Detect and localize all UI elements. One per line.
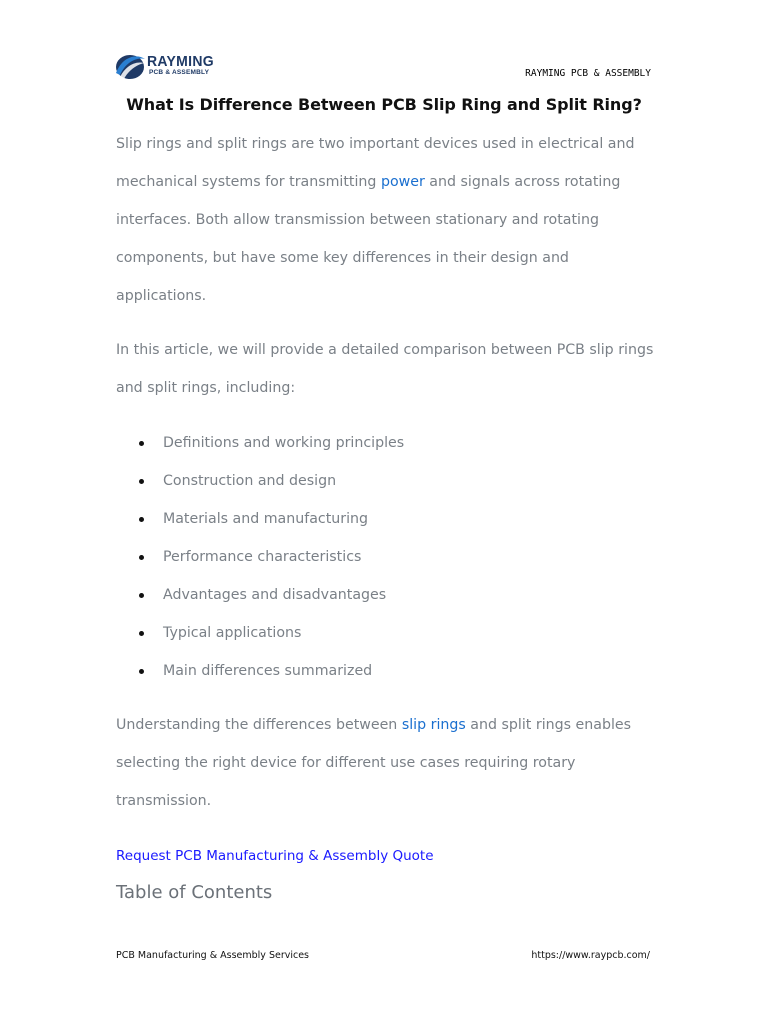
bullet-icon <box>139 441 144 446</box>
bullet-icon <box>139 669 144 674</box>
list-item <box>116 652 656 690</box>
list-item <box>116 500 656 538</box>
table-of-contents-heading: Table of Contents <box>116 882 273 903</box>
request-quote-link[interactable]: Request PCB Manufacturing & Assembly Quote <box>116 848 434 864</box>
header-company-name: RAYMING PCB & ASSEMBLY <box>525 68 651 79</box>
power-link[interactable]: power <box>380 174 425 190</box>
conclusion-paragraph <box>116 706 656 820</box>
list-item <box>116 538 656 576</box>
logo-wordmark: RAYMING <box>147 52 214 70</box>
topics-list <box>116 424 656 690</box>
conclusion-text-start: Understanding the differences between <box>116 717 402 733</box>
list-item <box>116 462 656 500</box>
rayming-logo <box>114 50 214 82</box>
rayming-swoosh-icon <box>114 51 146 83</box>
list-item-text: Definitions and working principles <box>163 435 405 451</box>
conclusion-text-end: and split rings enables selecting the right device for different use cases requiring rotary transmission. <box>116 717 632 809</box>
footer-url[interactable]: https://www.raypcb.com/ <box>531 950 650 961</box>
intro-text-end: and signals across rotating interfaces. Both allow transmission between stationary and rotating components, but have some key differences in their design and applications. <box>116 174 621 304</box>
bullet-icon <box>139 479 144 484</box>
intro-paragraph <box>116 125 656 315</box>
bullet-icon <box>139 517 144 522</box>
article-scope-paragraph: In this article, we will provide a detailed comparison between PCB slip rings and split rings, including: <box>116 342 654 396</box>
article-body <box>116 125 656 820</box>
bullet-icon <box>139 555 144 560</box>
list-item-text: Performance characteristics <box>163 549 362 565</box>
page-title: What Is Difference Between PCB Slip Ring and Split Ring? <box>126 95 642 114</box>
list-item-text: Advantages and disadvantages <box>163 587 387 603</box>
slip-rings-link[interactable]: slip rings <box>401 717 466 733</box>
bullet-icon <box>139 593 144 598</box>
bullet-icon <box>139 631 144 636</box>
footer-services-text: PCB Manufacturing & Assembly Services <box>116 950 310 961</box>
list-item <box>116 614 656 652</box>
list-item-text: Typical applications <box>163 625 302 641</box>
logo-subtitle: PCB & ASSEMBLY <box>149 69 210 76</box>
list-item <box>116 576 656 614</box>
list-item-text: Construction and design <box>163 473 337 489</box>
list-item <box>116 424 656 462</box>
list-item-text: Main differences summarized <box>163 663 373 679</box>
list-item-text: Materials and manufacturing <box>163 511 369 527</box>
intro-text-start: Slip rings and split rings are two important devices used in electrical and mechanical systems for transmitting <box>116 136 635 190</box>
